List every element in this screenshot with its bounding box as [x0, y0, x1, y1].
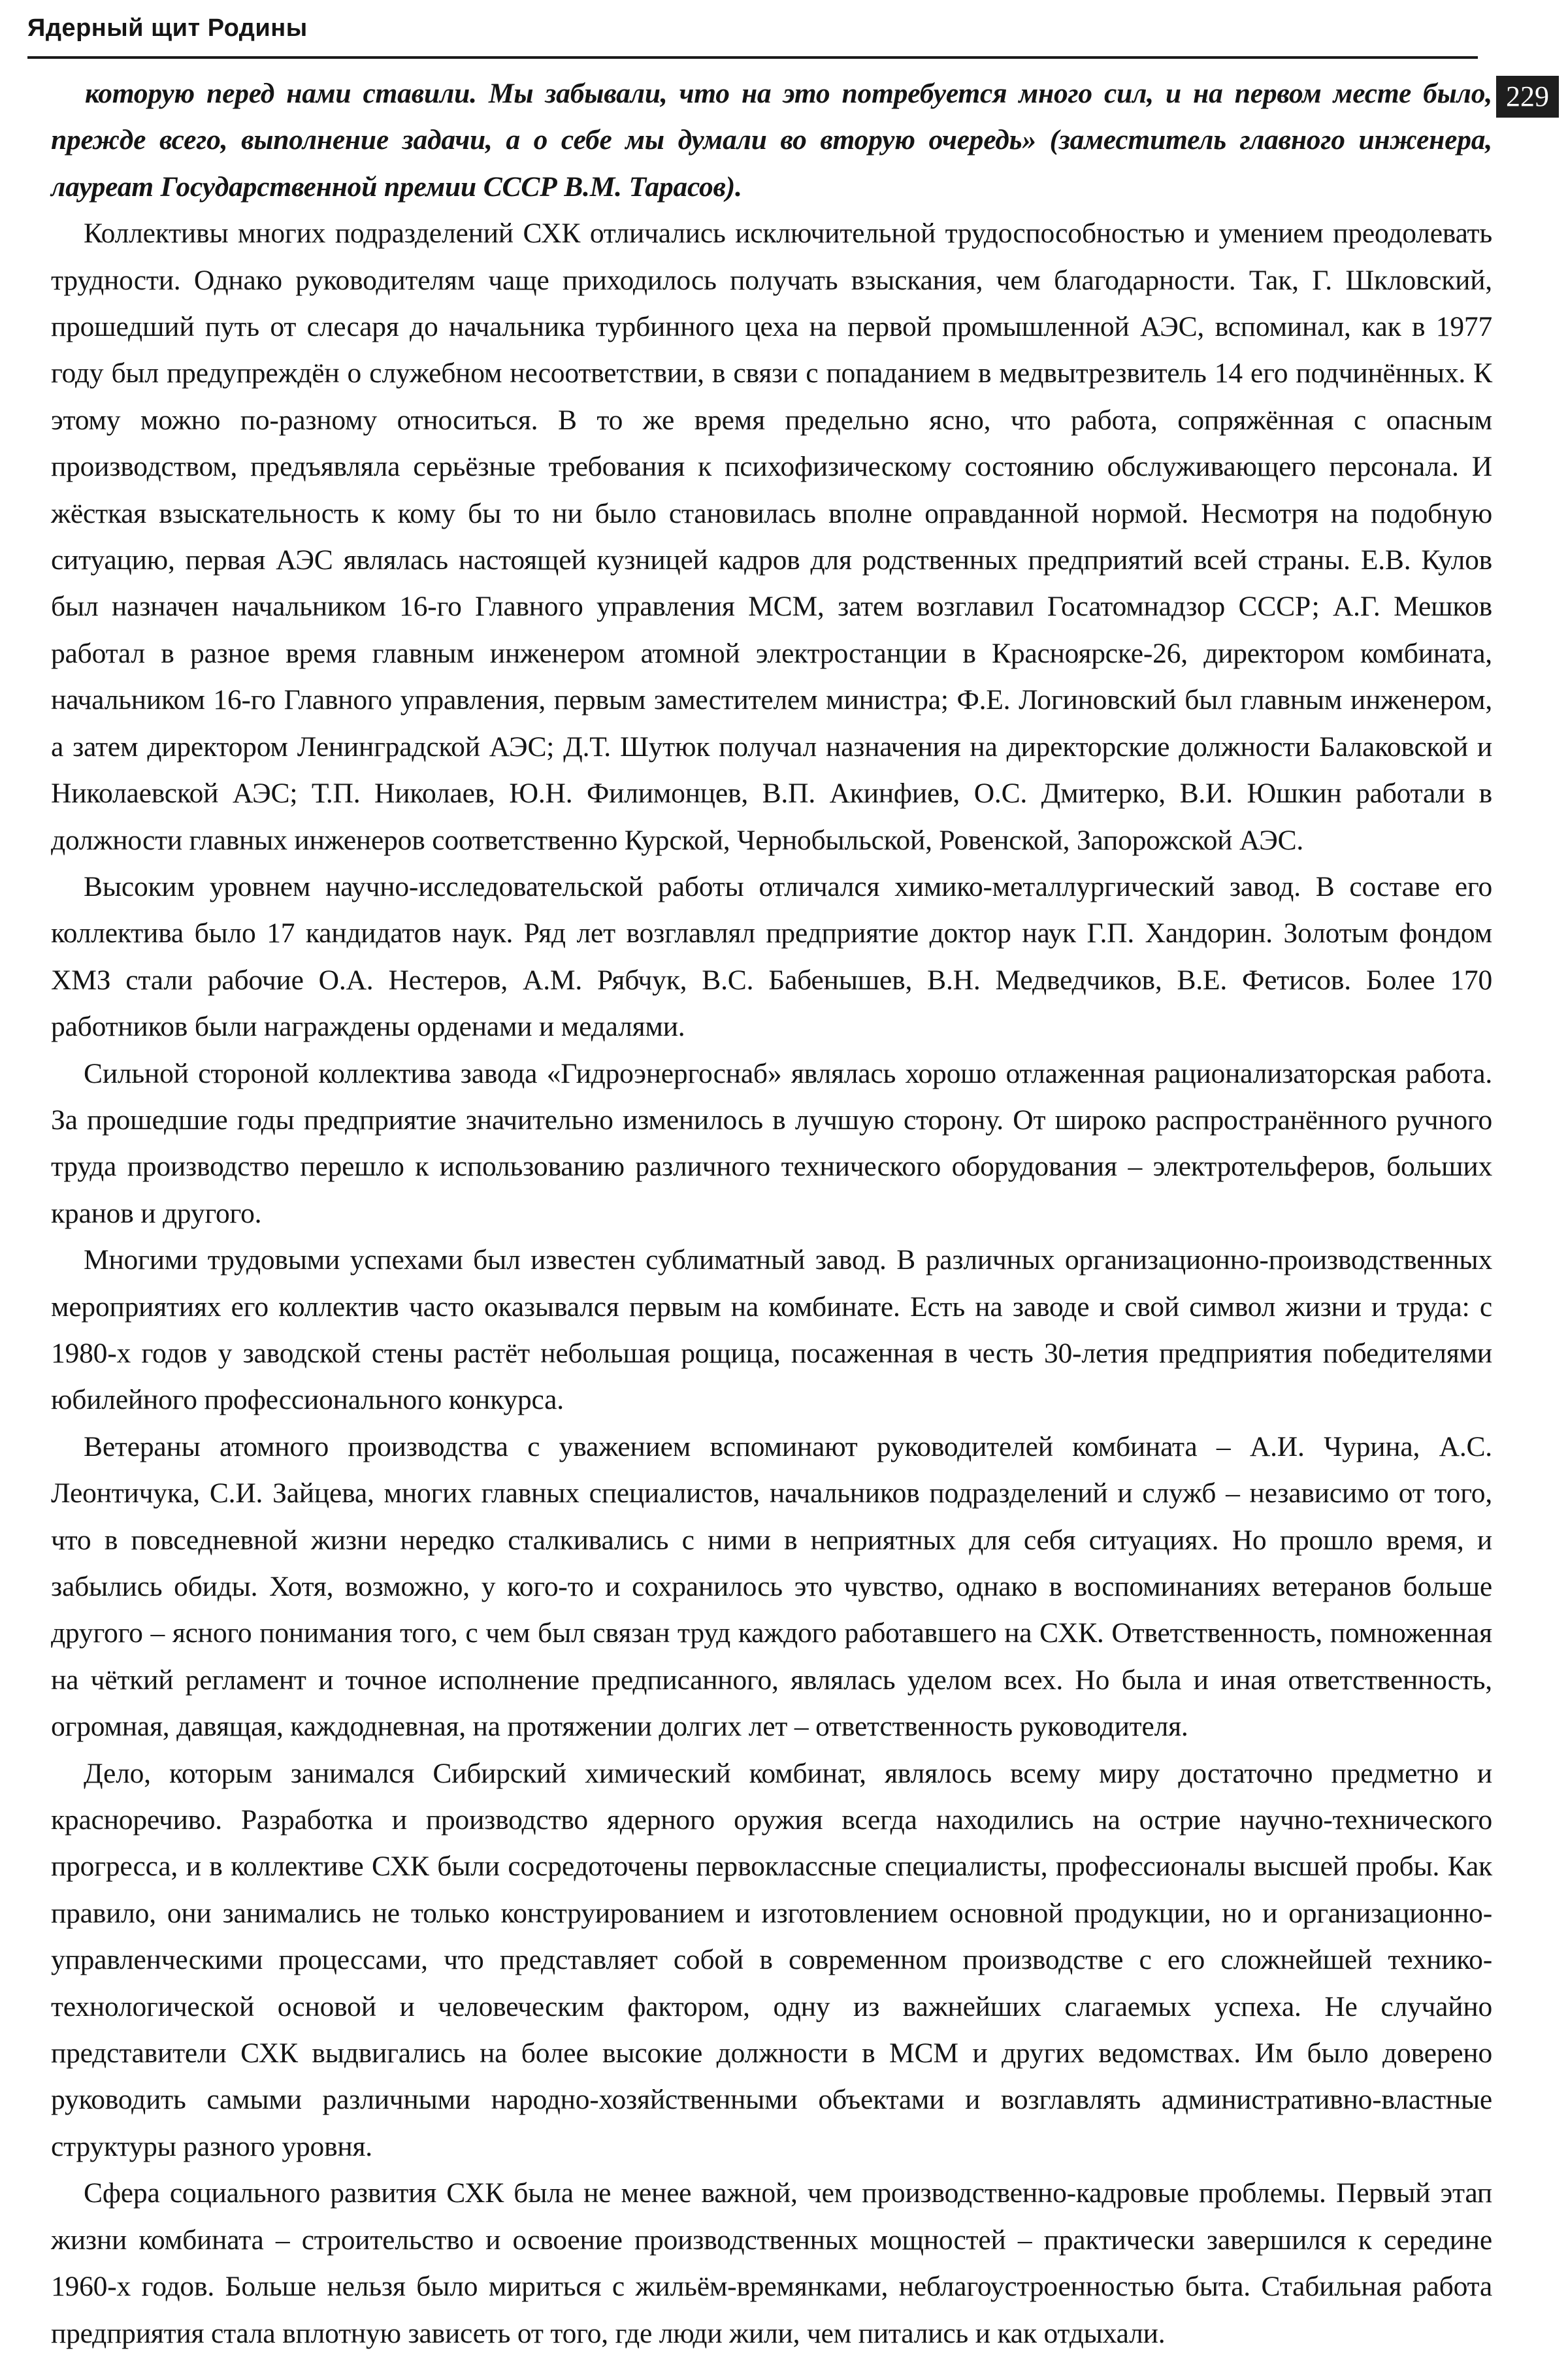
paragraph: Ветераны атомного производства с уважением вспоминают руководителей комбината – А.И. Чурина, А.С. Леонтичука, С.И. Зайцева, многих главных специалистов, начальников подразделений и служб – независимо от того, что в повседневной жизни нередко сталкивались с ними в неприятных для себя ситуациях. Но прошло время, и забылись обиды. Хотя, возможно, у кого-то и сохранилось это чувство, однако в воспоминаниях ветеранов больше другого – ясного понимания того, с чем был связан труд каждого работавшего на СХК. Ответственность, помноженная на чёткий регламент и точное исполнение предписанного, являлась уделом всех. Но была и иная ответственность, огромная, давящая, каждодневная, на протяжении долгих лет – ответственность руководителя. [51, 1430, 1492, 1743]
quote-continuation: которую перед нами ставили. Мы забывали, что на это потребуется много сил, и на первом месте было, прежде всего, выполнение задачи, а о себе мы думали во вторую очередь» (заместитель главного инженера, лауреат Государственной премии СССР В.М. Тарасов). [51, 78, 1492, 203]
paragraph: Многими трудовыми успехами был известен сублиматный завод. В различных организационно-производственных мероприятиях его коллектив часто оказывался первым на комбинате. Есть на заводе и свой символ жизни и труда: с 1980-х годов у заводской стены растёт небольшая рощица, посаженная в честь 30-летия предприятия победителями юбилейного профессионального конкурса. [51, 1244, 1492, 1416]
paragraph: Дело, которым занимался Сибирский химический комбинат, являлось всему миру достаточно предметно и красноречиво. Разработка и производство ядерного оружия всегда находились на острие научно-технического прогресса, и в коллективе СХК были сосредоточены первоклассные специалисты, профессионалы высшей пробы. Как правило, они занимались не только конструированием и изготовлением основной продукции, но и организационно-управленческими процессами, что представляет собой в современном производстве с его сложнейшей технико-технологической основой и человеческим фактором, одну из важнейших слагаемых успеха. Не случайно представители СХК выдвигались на более высокие должности в МСМ и других ведомствах. Им было доверено руководить самыми различными народно-хозяйственными объектами и возглавлять административно-властные структуры разного уровня. [51, 1757, 1492, 2162]
paragraph: Сфера социального развития СХК была не менее важной, чем производственно-кадровые проблемы. Первый этап жизни комбината – строительство и освоение производственных мощностей – практически завершился к середине 1960-х годов. Больше нельзя было мириться с жильём-времянками, неблагоустроенностью быта. Стабильная работа предприятия стала вплотную зависеть от того, где люди жили, чем питались и как отдыхали. [51, 2177, 1492, 2349]
paragraph: Высоким уровнем научно-исследовательской работы отличался химико-металлургический завод. В составе его коллектива было 17 кандидатов наук. Ряд лет возглавлял предприятие доктор наук Г.П. Хандорин. Золотым фондом ХМЗ стали рабочие О.А. Нестеров, А.М. Рябчук, В.С. Бабенышев, В.Н. Медведчиков, В.Е. Фетисов. Более 170 работников были награждены орденами и медалями. [51, 870, 1492, 1043]
page-number: 229 [1496, 76, 1559, 118]
body-text [51, 71, 1492, 2357]
paragraph: Коллективы многих подразделений СХК отличались исключительной трудоспособностью и умением преодолевать трудности. Однако руководителям чаще приходилось получать взыскания, чем благодарности. Так, Г. Шкловский, прошедший путь от слесаря до начальника турбинного цеха на первой промышленной АЭС, вспоминал, как в 1977 году был предупреждён о служебном несоответствии, в связи с попаданием в медвытрезвитель 14 его подчинённых. К этому можно по-разному относиться. В то же время предельно ясно, что работа, сопряжённая с опасным производством, предъявляла серьёзные требования к психофизическому состоянию обслуживающего персонала. И жёсткая взыскательность к кому бы то ни было становилась вполне оправданной нормой. Несмотря на подобную ситуацию, первая АЭС являлась настоящей кузницей кадров для родственных предприятий всей страны. Е.В. Кулов был назначен начальником 16-го Главного управления МСМ, затем возглавил Госатомнадзор СССР; А.Г. Мешков работал в разное время главным инженером атомной электростанции в Красноярске-26, директором комбината, начальником 16-го Главного управления, первым заместителем министра; Ф.Е. Логиновский был главным инженером, а затем директором Ленинградской АЭС; Д.Т. Шутюк получал назначения на директорские должности Балаковской и Николаевской АЭС; Т.П. Николаев, Ю.Н. Филимонцев, В.П. Акинфиев, О.С. Дмитерко, В.И. Юшкин работали в должности главных инженеров соответственно Курской, Чернобыльской, Ровенской, Запорожской АЭС. [51, 218, 1492, 856]
paragraph: Сильной стороной коллектива завода «Гидроэнергоснаб» являлась хорошо отлаженная рационализаторская работа. За прошедшие годы предприятие значительно изменилось в лучшую сторону. От широко распространённого ручного труда производство перешло к использованию различного технического оборудования – электротельферов, больших кранов и другого. [51, 1057, 1492, 1229]
header-rule [27, 56, 1478, 59]
running-title: Ядерный щит Родины [27, 14, 308, 42]
